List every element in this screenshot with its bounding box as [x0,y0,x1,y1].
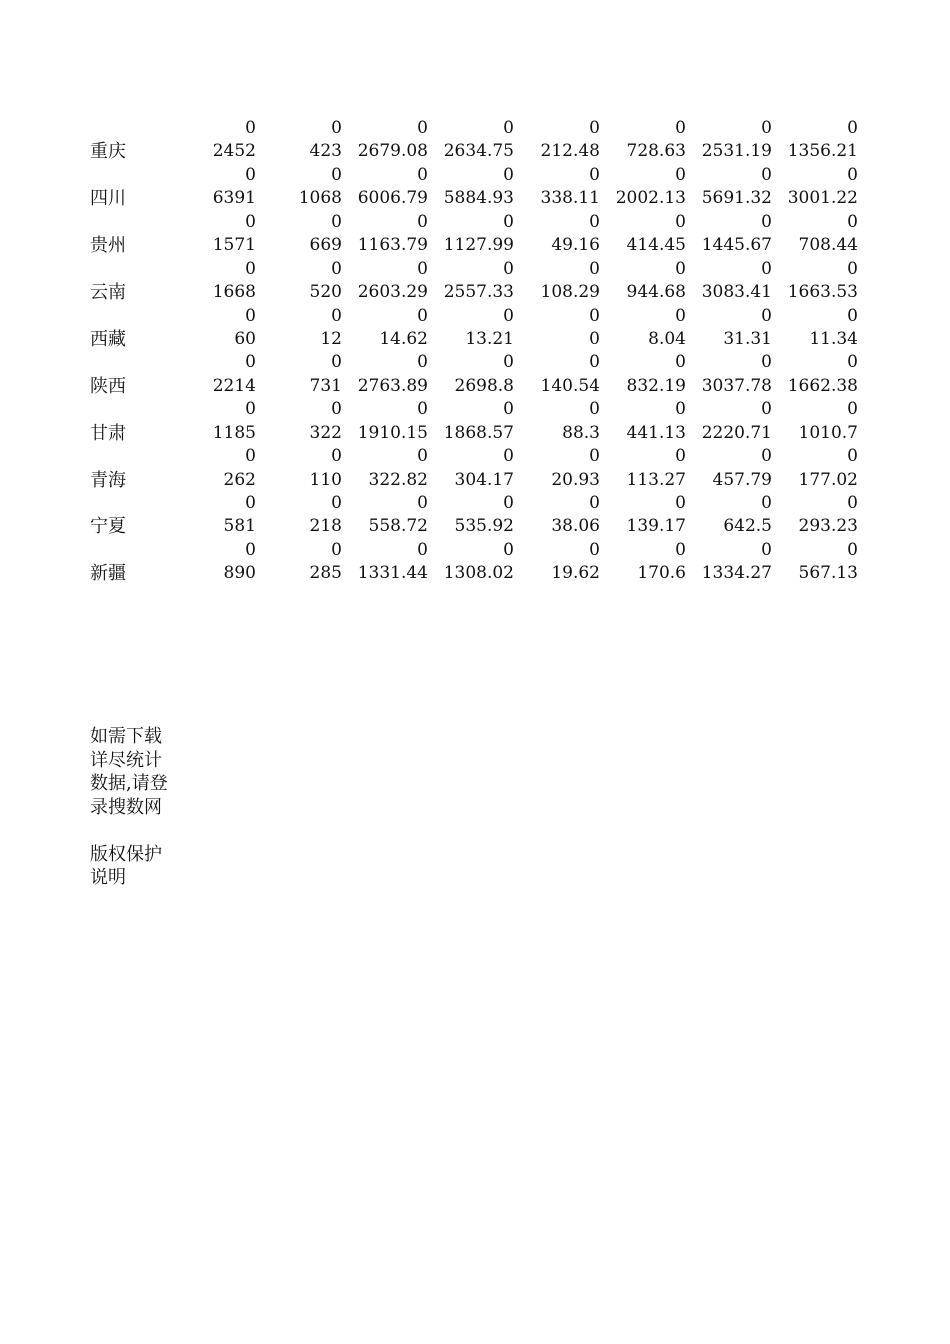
table-row [90,187,870,210]
value-cell: 0 [589,399,600,420]
value-cell: 322 [309,422,342,443]
value-cell: 338.11 [540,188,600,209]
value-cell: 457.79 [712,469,772,490]
value-cell: 38.06 [551,516,600,537]
data-table [90,117,870,586]
value-cell: 414.45 [626,235,686,256]
value-cell: 2220.71 [701,422,772,443]
value-cell: 2698.8 [454,375,514,396]
value-cell: 832.19 [626,375,686,396]
value-cell: 0 [675,211,686,232]
value-cell: 2557.33 [443,282,514,303]
value-cell: 0 [675,446,686,467]
value-cell: 1571 [212,235,256,256]
value-cell: 285 [309,563,342,584]
zero-row [90,211,870,234]
value-cell: 2603.29 [357,282,428,303]
zero-row [90,539,870,562]
value-cell: 1663.53 [787,282,858,303]
value-cell: 0 [417,118,428,138]
value-cell: 2452 [212,141,256,162]
region-label: 重庆 [90,141,126,163]
value-cell: 0 [847,539,858,560]
value-cell: 581 [223,516,256,537]
region-label: 陕西 [90,375,126,397]
value-cell: 110 [309,469,342,490]
value-cell: 3037.78 [701,375,772,396]
value-cell: 1308.02 [443,563,514,584]
table-row [90,375,870,398]
value-cell: 108.29 [540,282,600,303]
value-cell: 0 [589,493,600,513]
value-cell: 944.68 [626,282,686,303]
value-cell: 0 [761,258,772,279]
value-cell: 0 [417,493,428,513]
value-cell: 1445.67 [701,235,772,256]
table-row [90,234,870,257]
value-cell: 0 [675,399,686,420]
value-cell: 0 [331,493,342,513]
value-cell: 14.62 [379,328,428,349]
region-label: 西藏 [90,328,126,350]
value-cell: 1668 [212,282,256,303]
value-cell: 0 [675,305,686,326]
value-cell: 3083.41 [701,282,772,303]
value-cell: 0 [589,118,600,138]
download-note[interactable]: 如需下载详尽统计数据,请登录搜数网 [90,726,168,818]
value-cell: 0 [503,164,514,185]
value-cell: 1068 [298,188,342,209]
value-cell: 5691.32 [701,188,772,209]
table-row [90,281,870,304]
value-cell: 0 [761,352,772,373]
value-cell: 0 [331,258,342,279]
value-cell: 20.93 [551,469,600,490]
value-cell: 423 [309,141,342,162]
value-cell: 0 [847,446,858,467]
value-cell: 0 [847,493,858,513]
value-cell: 0 [589,258,600,279]
value-cell: 0 [417,352,428,373]
zero-row [90,445,870,468]
value-cell: 2531.19 [701,141,772,162]
zero-row [90,492,870,515]
value-cell: 0 [417,164,428,185]
region-label: 新疆 [90,563,126,585]
value-cell: 0 [847,118,858,138]
region-label: 甘肃 [90,422,126,444]
zero-row [90,398,870,421]
value-cell: 212.48 [540,141,600,162]
value-cell: 49.16 [551,235,600,256]
zero-row [90,258,870,281]
value-cell: 0 [503,399,514,420]
value-cell: 0 [245,258,256,279]
value-cell: 2634.75 [443,141,514,162]
value-cell: 2763.89 [357,375,428,396]
value-cell: 0 [503,305,514,326]
value-cell: 0 [503,493,514,513]
value-cell: 0 [417,258,428,279]
value-cell: 0 [675,258,686,279]
value-cell: 2214 [212,375,256,396]
value-cell: 0 [245,305,256,326]
value-cell: 13.21 [465,328,514,349]
value-cell: 0 [589,539,600,560]
value-cell: 31.31 [723,328,772,349]
value-cell: 0 [589,305,600,326]
value-cell: 1331.44 [357,563,428,584]
value-cell: 0 [675,539,686,560]
value-cell: 642.5 [723,516,772,537]
value-cell: 2679.08 [357,141,428,162]
copyright-note[interactable]: 版权保护说明 [90,843,162,888]
value-cell: 0 [589,164,600,185]
value-cell: 0 [331,211,342,232]
value-cell: 139.17 [626,516,686,537]
value-cell: 0 [331,305,342,326]
value-cell: 0 [761,118,772,138]
region-label: 四川 [90,188,126,210]
value-cell: 170.6 [637,563,686,584]
value-cell: 0 [245,493,256,513]
value-cell: 0 [761,399,772,420]
table-row [90,562,870,585]
region-label: 贵州 [90,235,126,257]
value-cell: 3001.22 [787,188,858,209]
table-row [90,515,870,538]
value-cell: 0 [675,352,686,373]
region-label: 宁夏 [90,516,126,538]
value-cell: 60 [234,328,256,349]
value-cell: 322.82 [368,469,428,490]
table-row [90,140,870,163]
value-cell: 0 [675,118,686,138]
value-cell: 0 [589,446,600,467]
value-cell: 113.27 [626,469,686,490]
value-cell: 0 [503,211,514,232]
value-cell: 0 [847,164,858,185]
notes-block [90,725,172,913]
value-cell: 0 [245,352,256,373]
value-cell: 0 [847,352,858,373]
value-cell: 1010.7 [798,422,858,443]
value-cell: 1910.15 [357,422,428,443]
value-cell: 0 [589,352,600,373]
value-cell: 0 [331,352,342,373]
region-label: 云南 [90,282,126,304]
value-cell: 1185 [212,422,256,443]
value-cell: 0 [761,211,772,232]
value-cell: 8.04 [648,328,686,349]
region-label: 青海 [90,469,126,491]
value-cell: 0 [331,446,342,467]
value-cell: 0 [847,305,858,326]
value-cell: 890 [223,563,256,584]
value-cell: 0 [503,446,514,467]
value-cell: 441.13 [626,422,686,443]
value-cell: 1868.57 [443,422,514,443]
value-cell: 140.54 [540,375,600,396]
value-cell: 0 [417,211,428,232]
value-cell: 0 [417,305,428,326]
value-cell: 0 [245,446,256,467]
value-cell: 19.62 [551,563,600,584]
value-cell: 0 [417,539,428,560]
value-cell: 0 [847,211,858,232]
value-cell: 1127.99 [443,235,514,256]
zero-row [90,351,870,374]
value-cell: 1662.38 [787,375,858,396]
value-cell: 0 [847,399,858,420]
table-row [90,328,870,351]
value-cell: 0 [245,164,256,185]
value-cell: 0 [503,352,514,373]
zero-row [90,164,870,187]
value-cell: 0 [245,399,256,420]
value-cell: 0 [245,211,256,232]
value-cell: 535.92 [454,516,514,537]
value-cell: 0 [331,164,342,185]
value-cell: 0 [245,539,256,560]
value-cell: 0 [761,164,772,185]
zero-row [90,117,870,140]
value-cell: 304.17 [454,469,514,490]
value-cell: 520 [309,282,342,303]
value-cell: 1334.27 [701,563,772,584]
zero-row [90,305,870,328]
value-cell: 731 [309,375,342,396]
value-cell: 6391 [212,188,256,209]
value-cell: 728.63 [626,141,686,162]
value-cell: 0 [761,539,772,560]
value-cell: 12 [320,328,342,349]
value-cell: 0 [417,399,428,420]
value-cell: 0 [675,164,686,185]
value-cell: 218 [309,516,342,537]
value-cell: 0 [761,305,772,326]
value-cell: 0 [761,493,772,513]
value-cell: 0 [331,539,342,560]
value-cell: 1356.21 [787,141,858,162]
value-cell: 262 [223,469,256,490]
table-row [90,469,870,492]
value-cell: 567.13 [798,563,858,584]
value-cell: 2002.13 [615,188,686,209]
value-cell: 6006.79 [357,188,428,209]
value-cell: 669 [309,235,342,256]
value-cell: 0 [761,446,772,467]
value-cell: 0 [331,399,342,420]
value-cell: 0 [331,118,342,138]
value-cell: 708.44 [798,235,858,256]
value-cell: 5884.93 [443,188,514,209]
value-cell: 558.72 [368,516,428,537]
value-cell: 0 [417,446,428,467]
table-row [90,422,870,445]
value-cell: 177.02 [798,469,858,490]
value-cell: 0 [675,493,686,513]
value-cell: 0 [503,118,514,138]
value-cell: 0 [503,539,514,560]
value-cell: 11.34 [809,328,858,349]
value-cell: 0 [245,118,256,138]
value-cell: 88.3 [562,422,600,443]
value-cell: 0 [503,258,514,279]
value-cell: 0 [847,258,858,279]
value-cell: 293.23 [798,516,858,537]
value-cell: 0 [589,328,600,349]
value-cell: 1163.79 [357,235,428,256]
value-cell: 0 [589,211,600,232]
